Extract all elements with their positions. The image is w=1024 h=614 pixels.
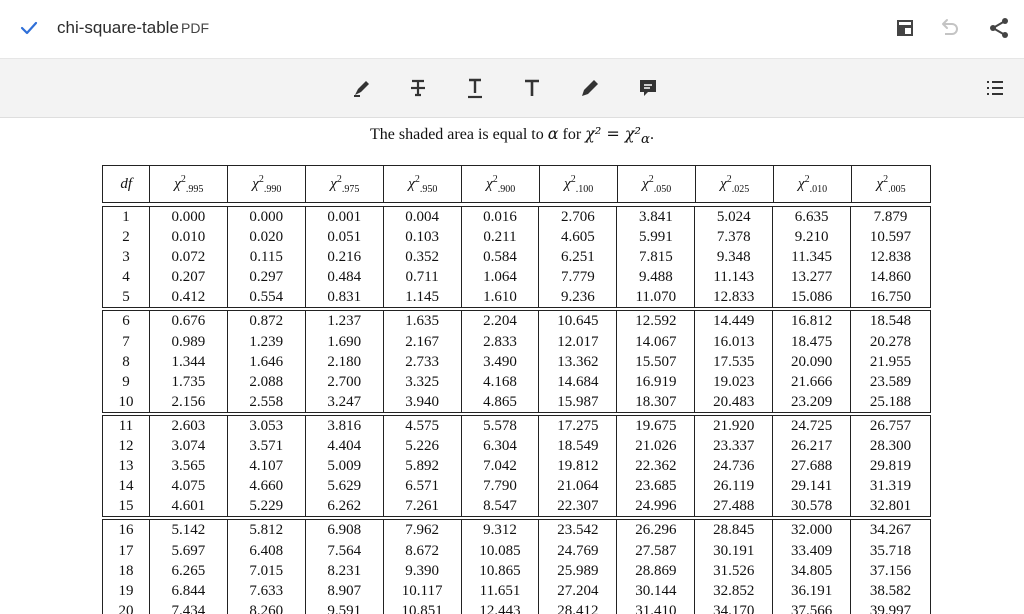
df-cell: 4 (103, 267, 150, 287)
value-cell: 25.989 (539, 561, 617, 581)
value-cell: 6.571 (384, 476, 462, 496)
column-header: $\chi^2_{.010}$ (774, 166, 852, 202)
table-row (103, 541, 930, 561)
value-cell: 16.750 (869, 289, 912, 306)
value-cell: 0.352 (384, 247, 462, 267)
df-cell: 14 (103, 476, 150, 496)
value-cell: 11.345 (773, 247, 851, 267)
value-cell: 18.548 (869, 313, 912, 330)
value-cell: 1.239 (228, 332, 306, 352)
value-cell: 7.790 (462, 476, 540, 496)
table-caption (0, 124, 1024, 147)
df-cell: 13 (103, 456, 150, 476)
value-cell: 10.117 (384, 581, 462, 601)
value-cell: 11.143 (695, 267, 773, 287)
value-cell: 2.700 (306, 372, 384, 392)
value-cell: 0.103 (384, 227, 462, 247)
value-cell: 8.547 (462, 496, 540, 516)
value-cell: 1.145 (384, 287, 462, 307)
value-cell: 31.410 (617, 601, 695, 614)
draw-icon (578, 76, 602, 100)
value-cell: 3.565 (150, 456, 228, 476)
df-cell: 1 (103, 207, 150, 227)
column-header: $\chi^2_{.975}$ (306, 166, 384, 202)
table-block (102, 415, 931, 517)
df-cell: 16 (103, 520, 150, 540)
value-cell: 21.920 (695, 416, 773, 436)
value-cell: 14.860 (869, 269, 912, 286)
value-cell: 0.207 (150, 267, 228, 287)
value-cell: 3.841 (617, 207, 695, 227)
value-cell: 28.412 (539, 601, 617, 614)
value-cell: 1.735 (150, 372, 228, 392)
value-cell: 1.064 (462, 267, 540, 287)
value-cell: 21.666 (773, 372, 851, 392)
value-cell: 4.575 (384, 416, 462, 436)
table-row (103, 561, 930, 581)
value-cell: 27.488 (695, 496, 773, 516)
df-cell: 12 (103, 436, 150, 456)
value-cell: 2.603 (150, 416, 228, 436)
value-cell: 0.989 (150, 332, 228, 352)
value-cell: 4.660 (228, 476, 306, 496)
value-cell: 1.690 (306, 332, 384, 352)
value-cell: 33.409 (773, 541, 851, 561)
value-cell: 0.297 (228, 267, 306, 287)
df-cell: 20 (103, 601, 150, 614)
value-cell: 18.307 (617, 392, 695, 412)
value-cell: 5.892 (384, 456, 462, 476)
value-cell: 3.247 (306, 392, 384, 412)
value-cell: 0.000 (228, 207, 306, 227)
value-cell: 2.558 (228, 392, 306, 412)
value-cell: 13.277 (773, 267, 851, 287)
value-cell: 3.074 (150, 436, 228, 456)
value-cell: 0.216 (306, 247, 384, 267)
table-row (103, 267, 930, 287)
table-block (102, 310, 931, 412)
value-cell: 0.115 (228, 247, 306, 267)
value-cell: 6.844 (150, 581, 228, 601)
value-cell: 34.805 (773, 561, 851, 581)
value-cell: 19.675 (617, 416, 695, 436)
table-row (103, 227, 930, 247)
value-cell: 23.685 (617, 476, 695, 496)
df-cell: 8 (103, 352, 150, 372)
value-cell: 3.940 (384, 392, 462, 412)
table-row (103, 207, 930, 227)
value-cell: 0.001 (306, 207, 384, 227)
table-row (103, 352, 930, 372)
column-header: $\chi^2_{.005}$ (876, 173, 906, 195)
strikethrough-tool[interactable] (405, 75, 431, 101)
value-cell: 37.156 (869, 562, 912, 579)
caption-equation: χ² = χ² (585, 124, 641, 143)
value-cell: 24.736 (695, 456, 773, 476)
value-cell: 9.390 (384, 561, 462, 581)
table-row (103, 392, 930, 412)
value-cell: 5.697 (150, 541, 228, 561)
table-row (103, 416, 930, 436)
value-cell: 6.304 (462, 436, 540, 456)
value-cell: 23.542 (539, 520, 617, 540)
value-cell: 7.261 (384, 496, 462, 516)
text-tool[interactable] (519, 75, 545, 101)
df-cell: 5 (103, 287, 150, 307)
document-type-label: PDF (181, 20, 209, 36)
value-cell: 5.229 (228, 496, 306, 516)
caption-subscript: α (640, 132, 650, 148)
value-cell: 12.833 (695, 287, 773, 307)
value-cell: 13.362 (539, 352, 617, 372)
underline-icon (463, 76, 487, 100)
value-cell: 0.484 (306, 267, 384, 287)
value-cell: 38.582 (869, 582, 912, 599)
value-cell: 12.443 (462, 601, 540, 614)
value-cell: 4.168 (462, 372, 540, 392)
table-row (103, 311, 930, 331)
value-cell: 9.312 (462, 520, 540, 540)
value-cell: 29.819 (869, 458, 912, 475)
table-block (102, 519, 931, 614)
value-cell: 21.955 (869, 353, 912, 370)
value-cell: 24.996 (617, 496, 695, 516)
value-cell: 7.633 (228, 581, 306, 601)
highlight-icon (350, 76, 374, 100)
value-cell: 5.142 (150, 520, 228, 540)
value-cell: 0.831 (306, 287, 384, 307)
value-cell: 1.646 (228, 352, 306, 372)
table-row (103, 287, 930, 307)
value-cell: 0.554 (228, 287, 306, 307)
value-cell: 24.769 (539, 541, 617, 561)
value-cell: 8.907 (306, 581, 384, 601)
value-cell: 32.801 (869, 498, 912, 515)
value-cell: 0.211 (462, 227, 540, 247)
value-cell: 26.757 (869, 417, 912, 434)
column-header: $\chi^2_{.025}$ (696, 166, 774, 202)
value-cell: 34.170 (695, 601, 773, 614)
value-cell: 20.483 (695, 392, 773, 412)
value-cell: 15.987 (539, 392, 617, 412)
table-block (102, 206, 931, 308)
table-row (103, 496, 930, 516)
outline-button[interactable] (982, 75, 1008, 101)
annotation-toolbar (0, 59, 1024, 118)
value-cell: 18.475 (773, 332, 851, 352)
value-cell: 10.645 (539, 311, 617, 331)
value-cell: 31.526 (695, 561, 773, 581)
save-icon[interactable] (893, 16, 917, 40)
column-header: $\chi^2_{.995}$ (150, 166, 228, 202)
chi-square-table (102, 206, 931, 614)
value-cell: 9.210 (773, 227, 851, 247)
caption-alpha: α (547, 124, 559, 143)
share-icon[interactable] (987, 16, 1011, 40)
value-cell: 17.275 (539, 416, 617, 436)
value-cell: 14.449 (695, 311, 773, 331)
value-cell: 0.872 (228, 311, 306, 331)
value-cell: 5.991 (617, 227, 695, 247)
value-cell: 20.090 (773, 352, 851, 372)
value-cell: 6.408 (228, 541, 306, 561)
value-cell: 0.584 (462, 247, 540, 267)
value-cell: 23.209 (773, 392, 851, 412)
table-row (103, 436, 930, 456)
value-cell: 0.051 (306, 227, 384, 247)
df-cell: 17 (103, 541, 150, 561)
value-cell: 0.004 (384, 207, 462, 227)
value-cell: 0.072 (150, 247, 228, 267)
value-cell: 26.296 (617, 520, 695, 540)
value-cell: 4.605 (539, 227, 617, 247)
value-cell: 30.191 (695, 541, 773, 561)
value-cell: 6.635 (773, 207, 851, 227)
value-cell: 1.237 (306, 311, 384, 331)
value-cell: 6.251 (539, 247, 617, 267)
value-cell: 7.434 (150, 601, 228, 614)
df-cell: 9 (103, 372, 150, 392)
value-cell: 21.064 (539, 476, 617, 496)
value-cell: 3.325 (384, 372, 462, 392)
column-header: $\chi^2_{.100}$ (540, 166, 618, 202)
value-cell: 28.300 (869, 438, 912, 455)
value-cell: 29.141 (773, 476, 851, 496)
value-cell: 23.337 (695, 436, 773, 456)
value-cell: 2.706 (539, 207, 617, 227)
value-cell: 7.815 (617, 247, 695, 267)
value-cell: 8.231 (306, 561, 384, 581)
df-cell: 11 (103, 416, 150, 436)
value-cell: 10.865 (462, 561, 540, 581)
value-cell: 1.344 (150, 352, 228, 372)
value-cell: 30.578 (773, 496, 851, 516)
value-cell: 32.000 (773, 520, 851, 540)
value-cell: 0.010 (150, 227, 228, 247)
value-cell: 3.571 (228, 436, 306, 456)
value-cell: 4.107 (228, 456, 306, 476)
value-cell: 8.260 (228, 601, 306, 614)
value-cell: 10.851 (384, 601, 462, 614)
table-row (103, 332, 930, 352)
value-cell: 28.845 (695, 520, 773, 540)
value-cell: 12.017 (539, 332, 617, 352)
table-row (103, 456, 930, 476)
value-cell: 6.265 (150, 561, 228, 581)
column-header: $\chi^2_{.900}$ (462, 166, 540, 202)
value-cell: 26.119 (695, 476, 773, 496)
table-row (103, 581, 930, 601)
value-cell: 12.592 (617, 311, 695, 331)
value-cell: 39.997 (869, 602, 912, 614)
comment-tool[interactable] (635, 75, 661, 101)
value-cell: 9.591 (306, 601, 384, 614)
value-cell: 4.075 (150, 476, 228, 496)
df-cell: 19 (103, 581, 150, 601)
value-cell: 1.610 (462, 287, 540, 307)
df-cell: 6 (103, 311, 150, 331)
value-cell: 0.016 (462, 207, 540, 227)
value-cell: 6.908 (306, 520, 384, 540)
value-cell: 15.086 (773, 287, 851, 307)
value-cell: 4.865 (462, 392, 540, 412)
df-header: df (103, 166, 150, 202)
value-cell: 10.597 (869, 229, 912, 246)
value-cell: 5.812 (228, 520, 306, 540)
value-cell: 9.488 (617, 267, 695, 287)
value-cell: 5.578 (462, 416, 540, 436)
value-cell: 14.067 (617, 332, 695, 352)
document-page (0, 118, 1024, 614)
value-cell: 16.812 (773, 311, 851, 331)
outline-icon (983, 76, 1007, 100)
table-header (102, 165, 931, 203)
value-cell: 9.348 (695, 247, 773, 267)
text-icon (520, 76, 544, 100)
value-cell: 19.812 (539, 456, 617, 476)
value-cell: 0.412 (150, 287, 228, 307)
value-cell: 14.684 (539, 372, 617, 392)
draw-tool[interactable] (577, 75, 603, 101)
value-cell: 5.024 (695, 207, 773, 227)
value-cell: 8.672 (384, 541, 462, 561)
value-cell: 5.629 (306, 476, 384, 496)
value-cell: 7.378 (695, 227, 773, 247)
value-cell: 37.566 (773, 601, 851, 614)
value-cell: 30.144 (617, 581, 695, 601)
df-cell: 2 (103, 227, 150, 247)
underline-tool[interactable] (462, 75, 488, 101)
value-cell: 0.020 (228, 227, 306, 247)
table-row (103, 247, 930, 267)
table-row (103, 372, 930, 392)
top-bar (0, 0, 1024, 59)
value-cell: 7.962 (384, 520, 462, 540)
value-cell: 32.852 (695, 581, 773, 601)
column-header: $\chi^2_{.990}$ (228, 166, 306, 202)
undo-icon[interactable] (937, 16, 961, 40)
value-cell: 23.589 (869, 373, 912, 390)
value-cell: 34.267 (869, 522, 912, 539)
value-cell: 22.307 (539, 496, 617, 516)
value-cell: 22.362 (617, 456, 695, 476)
value-cell: 9.236 (539, 287, 617, 307)
table-row (103, 476, 930, 496)
value-cell: 2.204 (462, 311, 540, 331)
value-cell: 17.535 (695, 352, 773, 372)
value-cell: 7.779 (539, 267, 617, 287)
table-row (103, 601, 930, 614)
value-cell: 35.718 (869, 542, 912, 559)
value-cell: 36.191 (773, 581, 851, 601)
value-cell: 26.217 (773, 436, 851, 456)
value-cell: 25.188 (869, 393, 912, 410)
value-cell: 2.833 (462, 332, 540, 352)
table-row (103, 520, 930, 540)
df-cell: 10 (103, 392, 150, 412)
value-cell: 21.026 (617, 436, 695, 456)
value-cell: 18.549 (539, 436, 617, 456)
value-cell: 11.070 (617, 287, 695, 307)
document-title: chi-square-table (57, 18, 179, 37)
value-cell: 27.204 (539, 581, 617, 601)
highlight-tool[interactable] (349, 75, 375, 101)
value-cell: 2.733 (384, 352, 462, 372)
value-cell: 1.635 (384, 311, 462, 331)
value-cell: 11.651 (462, 581, 540, 601)
value-cell: 4.601 (150, 496, 228, 516)
value-cell: 7.879 (873, 209, 908, 225)
value-cell: 5.226 (384, 436, 462, 456)
caption-end: . (649, 126, 654, 143)
value-cell: 31.319 (869, 478, 912, 495)
value-cell: 10.085 (462, 541, 540, 561)
caption-for: for (562, 126, 582, 143)
caption-text: The shaded area is equal to (370, 126, 544, 143)
value-cell: 2.167 (384, 332, 462, 352)
value-cell: 12.838 (869, 249, 912, 266)
value-cell: 2.180 (306, 352, 384, 372)
df-cell: 3 (103, 247, 150, 267)
column-header: $\chi^2_{.950}$ (384, 166, 462, 202)
value-cell: 15.507 (617, 352, 695, 372)
value-cell: 28.869 (617, 561, 695, 581)
value-cell: 3.053 (228, 416, 306, 436)
value-cell: 27.587 (617, 541, 695, 561)
value-cell: 3.490 (462, 352, 540, 372)
value-cell: 7.015 (228, 561, 306, 581)
value-cell: 24.725 (773, 416, 851, 436)
value-cell: 5.009 (306, 456, 384, 476)
value-cell: 2.088 (228, 372, 306, 392)
value-cell: 4.404 (306, 436, 384, 456)
value-cell: 19.023 (695, 372, 773, 392)
value-cell: 0.711 (384, 267, 462, 287)
value-cell: 7.042 (462, 456, 540, 476)
value-cell: 6.262 (306, 496, 384, 516)
df-cell: 18 (103, 561, 150, 581)
value-cell: 2.156 (150, 392, 228, 412)
column-header: $\chi^2_{.050}$ (618, 166, 696, 202)
df-cell: 15 (103, 496, 150, 516)
df-cell: 7 (103, 332, 150, 352)
value-cell: 7.564 (306, 541, 384, 561)
comment-icon (636, 76, 660, 100)
value-cell: 16.013 (695, 332, 773, 352)
value-cell: 0.676 (150, 311, 228, 331)
checkmark-icon[interactable] (18, 17, 40, 39)
value-cell: 0.000 (150, 207, 228, 227)
value-cell: 27.688 (773, 456, 851, 476)
value-cell: 20.278 (869, 333, 912, 350)
strikethrough-icon (406, 76, 430, 100)
value-cell: 16.919 (617, 372, 695, 392)
value-cell: 3.816 (306, 416, 384, 436)
